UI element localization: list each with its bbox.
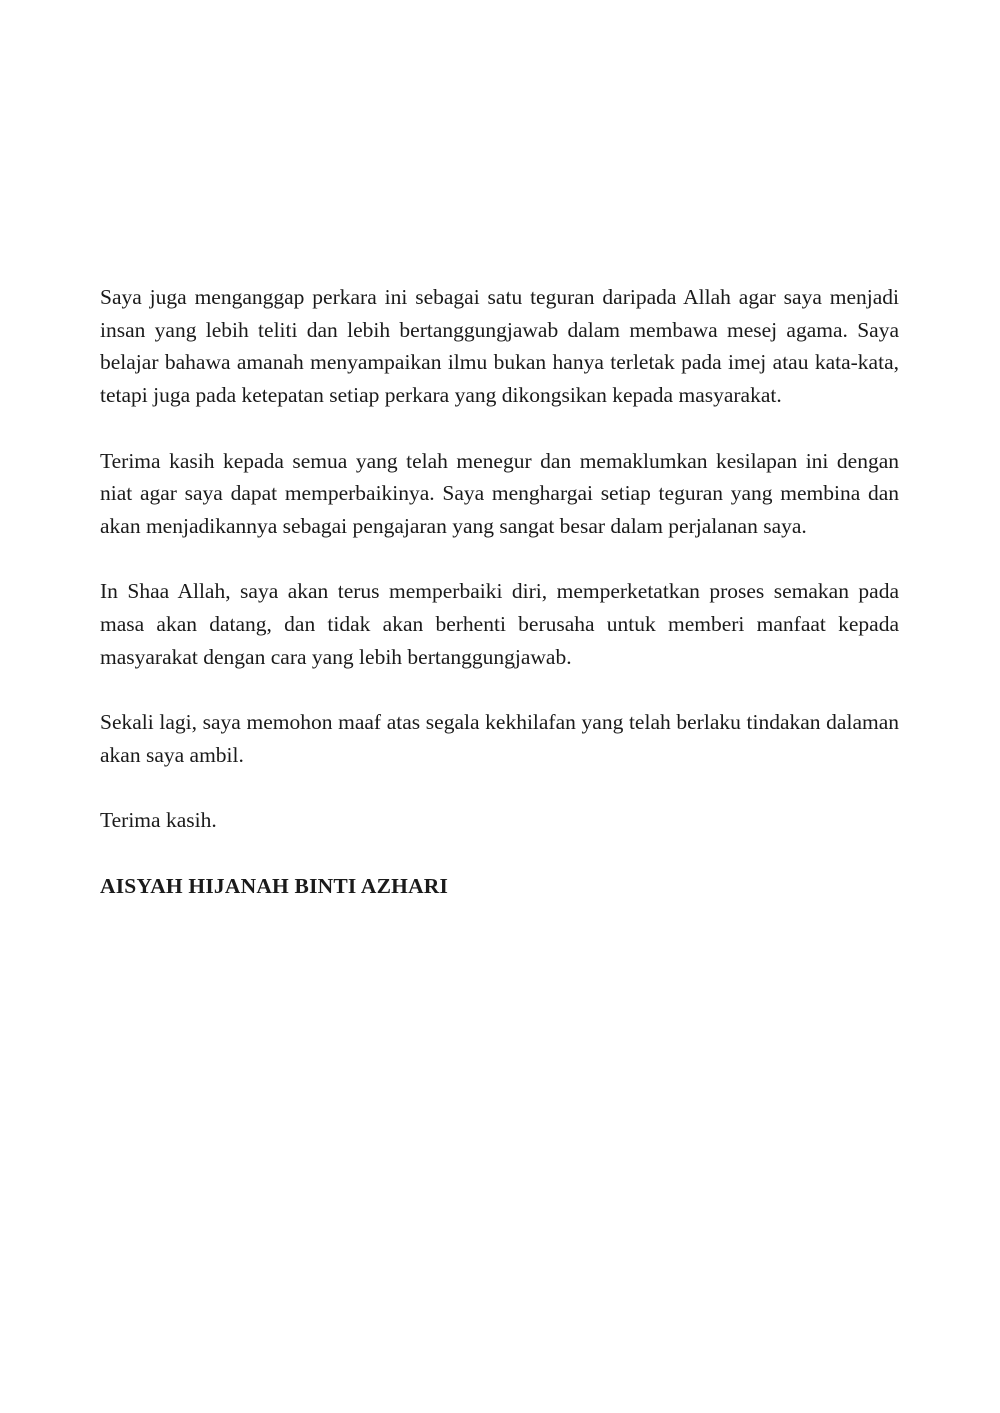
paragraph-apology: Sekali lagi, saya memohon maaf atas segala kekhilafan yang telah berlaku tindakan dalaman akan saya ambil. [100, 710, 899, 767]
letter-body [100, 281, 899, 902]
paragraph-closing: Terima kasih. [100, 808, 217, 833]
paragraph-reflection: Saya juga menganggap perkara ini sebagai satu teguran daripada Allah agar saya menjadi insan yang lebih teliti dan lebih bertanggungjawab dalam membawa mesej agama. Saya belajar bahawa amanah menyampaikan ilmu bukan hanya terletak pada imej atau kata-kata, tetapi juga pada ketepatan setiap perkara yang dikongsikan kepada masyarakat. [100, 285, 899, 408]
signature-name: AISYAH HIJANAH BINTI AZHARI [100, 873, 449, 898]
paragraph-commitment: In Shaa Allah, saya akan terus memperbaiki diri, memperketatkan proses semakan pada masa akan datang, dan tidak akan berhenti berusaha untuk memberi manfaat kepada masyarakat dengan cara yang lebih bertanggungjawab. [100, 579, 899, 669]
paragraph-thanks: Terima kasih kepada semua yang telah menegur dan memaklumkan kesilapan ini dengan niat agar saya dapat memperbaikinya. Saya menghargai setiap teguran yang membina dan akan menjadikannya sebagai pengajaran yang sangat besar dalam perjalanan saya. [100, 448, 899, 538]
